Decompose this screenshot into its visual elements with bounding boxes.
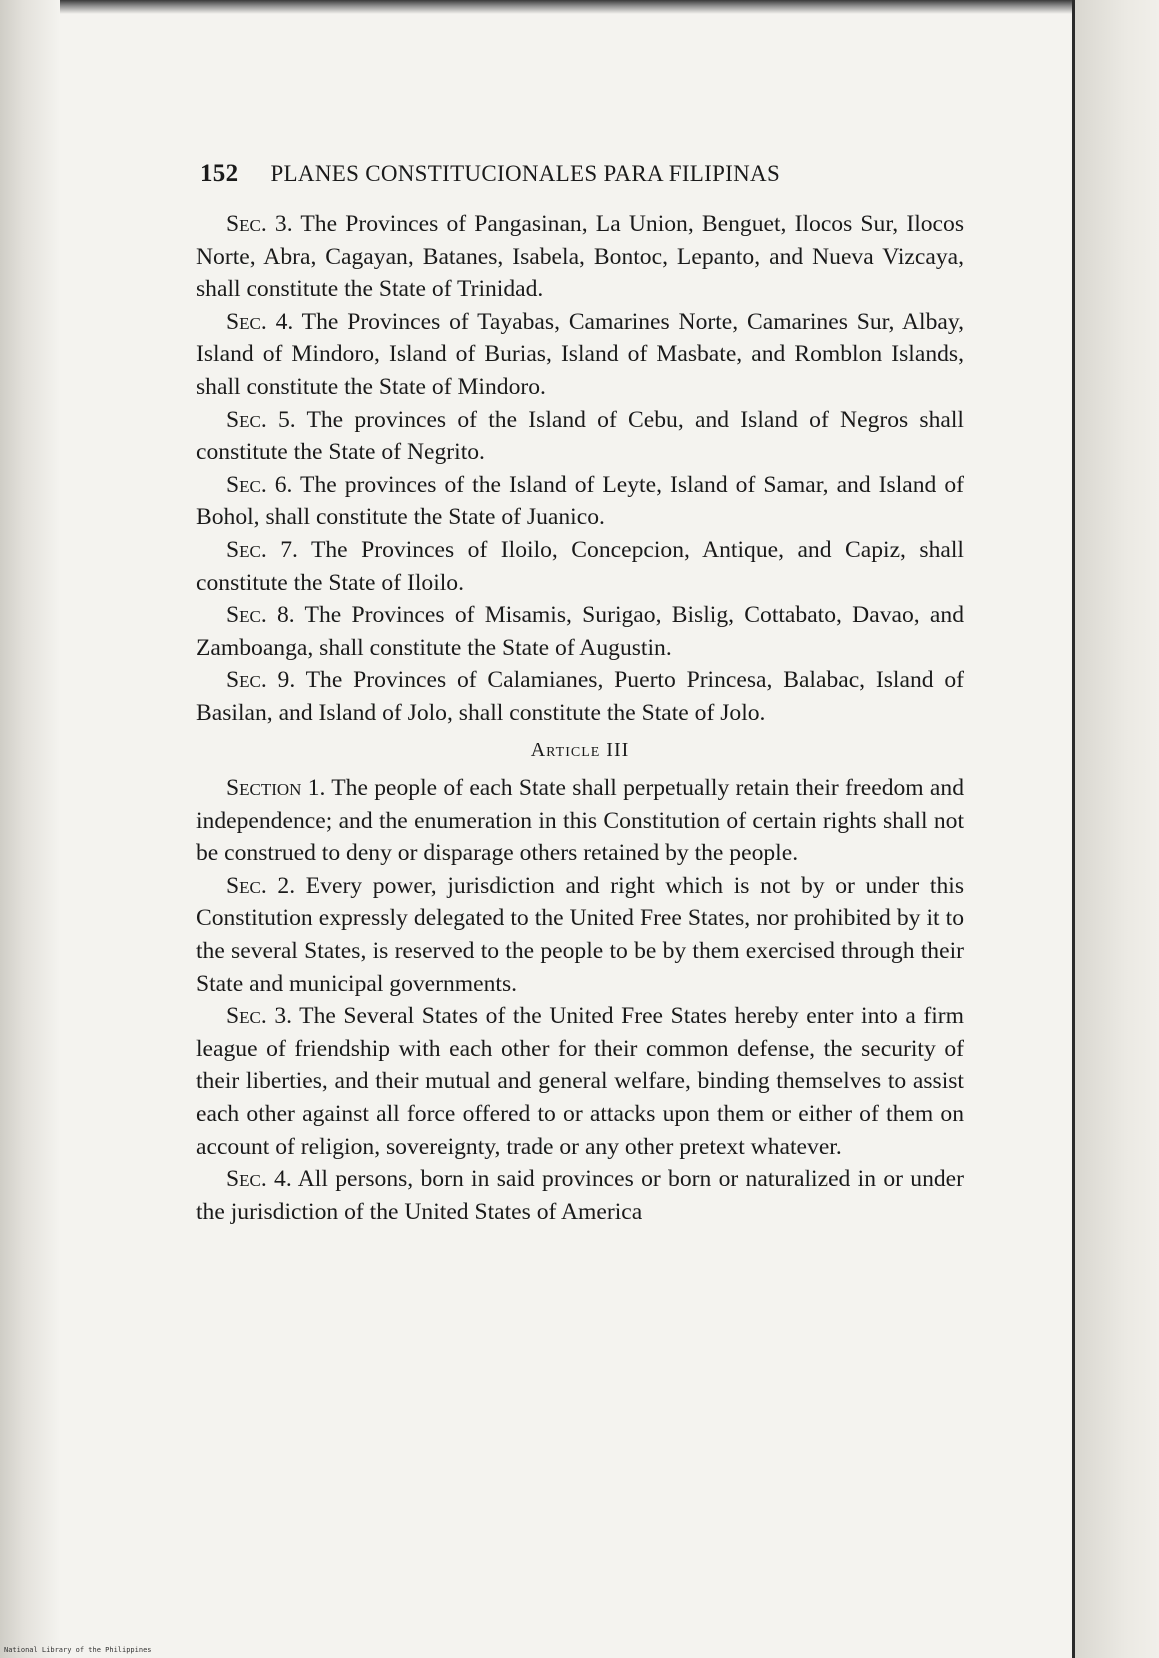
section-paragraph bbox=[196, 1163, 964, 1228]
section-paragraph bbox=[196, 1000, 964, 1163]
section-label: Sec. 2. bbox=[226, 872, 296, 899]
section-paragraph bbox=[196, 404, 964, 469]
section-label: Sec. 3. bbox=[226, 211, 293, 237]
section-text: The provinces of the Island of Leyte, Island of Samar, and Island of Bohol, shall constitute the State of Juanico. bbox=[196, 471, 964, 531]
section-text: The Provinces of Iloilo, Concepcion, Antique, and Capiz, shall constitute the State of Iloilo. bbox=[196, 536, 964, 596]
scan-left-edge bbox=[0, 0, 60, 1658]
section-label: Sec. 8. bbox=[226, 602, 295, 629]
body-text bbox=[196, 208, 964, 1228]
section-paragraph bbox=[196, 469, 964, 534]
section-paragraph bbox=[196, 870, 964, 1000]
section-text: The Provinces of Misamis, Surigao, Bislig, Cottabato, Davao, and Zamboanga, shall constitute the State of Augustin. bbox=[196, 602, 964, 661]
running-head bbox=[200, 160, 960, 196]
section-text: The provinces of the Island of Cebu, and Island of Negros shall constitute the State of Negrito. bbox=[196, 406, 964, 466]
section-label: Sec. 3. bbox=[226, 1003, 293, 1030]
page-number: 152 bbox=[200, 160, 239, 187]
section-label: Sec. 4. bbox=[226, 308, 294, 335]
section-text: The Provinces of Pangasinan, La Union, Benguet, Ilocos Sur, Ilocos Norte, Abra, Cagayan, Batanes, Isabela, Bontoc, Lepanto, and Nueva Vizcaya, shall constitute the State of Trinidad. bbox=[196, 211, 964, 303]
library-footer-note: National Library of the Philippines bbox=[4, 1646, 152, 1654]
scan-right-margin bbox=[1075, 0, 1159, 1658]
running-title: PLANES CONSTITUCIONALES PARA FILIPINAS bbox=[270, 161, 781, 186]
section-label: Sec. 9. bbox=[226, 667, 296, 694]
section-paragraph bbox=[196, 208, 964, 306]
article-heading: Article III bbox=[530, 738, 630, 761]
section-label: Sec. 6. bbox=[226, 471, 293, 498]
section-text: The people of each State shall perpetually retain their freedom and independence; and the enumeration in this Constitution of certain rights shall not be construed to deny or disparage others retained by the people. bbox=[196, 775, 964, 867]
section-paragraph bbox=[196, 599, 964, 664]
section-label: Sec. 4. bbox=[226, 1166, 292, 1193]
scan-top-edge bbox=[0, 0, 1159, 14]
section-paragraph bbox=[196, 534, 964, 599]
section-text: All persons, born in said provinces or born or naturalized in or under the jurisdiction of the United States of America bbox=[196, 1166, 964, 1225]
section-text: Every power, jurisdiction and right which is not by or under this Constitution expressly delegated to the United Free States, nor prohibited by it to the several States, is reserved to the people to be by them exercised through their State and municipal governments. bbox=[196, 872, 965, 997]
section-paragraph bbox=[196, 664, 964, 729]
section-text: The Provinces of Tayabas, Camarines Norte, Camarines Sur, Albay, Island of Mindoro, Island of Burias, Island of Masbate, and Romblon Islands, shall constitute the State of Mindoro. bbox=[196, 308, 964, 400]
section-text: The Provinces of Calamianes, Puerto Princesa, Balabac, Island of Basilan, and Island of Jolo, shall constitute the State of Jolo. bbox=[196, 667, 965, 726]
section-text: The Several States of the United Free States hereby enter into a firm league of friendship with each other for their common defense, the security of their liberties, and their mutual and general welfare, binding themselves to assist each other against all force offered to or attacks upon them or either of them on account of religion, sovereignty, trade or any other pretext whatever. bbox=[196, 1003, 964, 1160]
section-paragraph bbox=[196, 772, 964, 870]
section-label: Sec. 5. bbox=[226, 406, 296, 433]
scan-right-rule bbox=[1072, 0, 1075, 1658]
section-label: Section 1. bbox=[226, 775, 326, 802]
section-paragraph bbox=[196, 306, 964, 404]
section-label: Sec. 7. bbox=[226, 536, 298, 563]
